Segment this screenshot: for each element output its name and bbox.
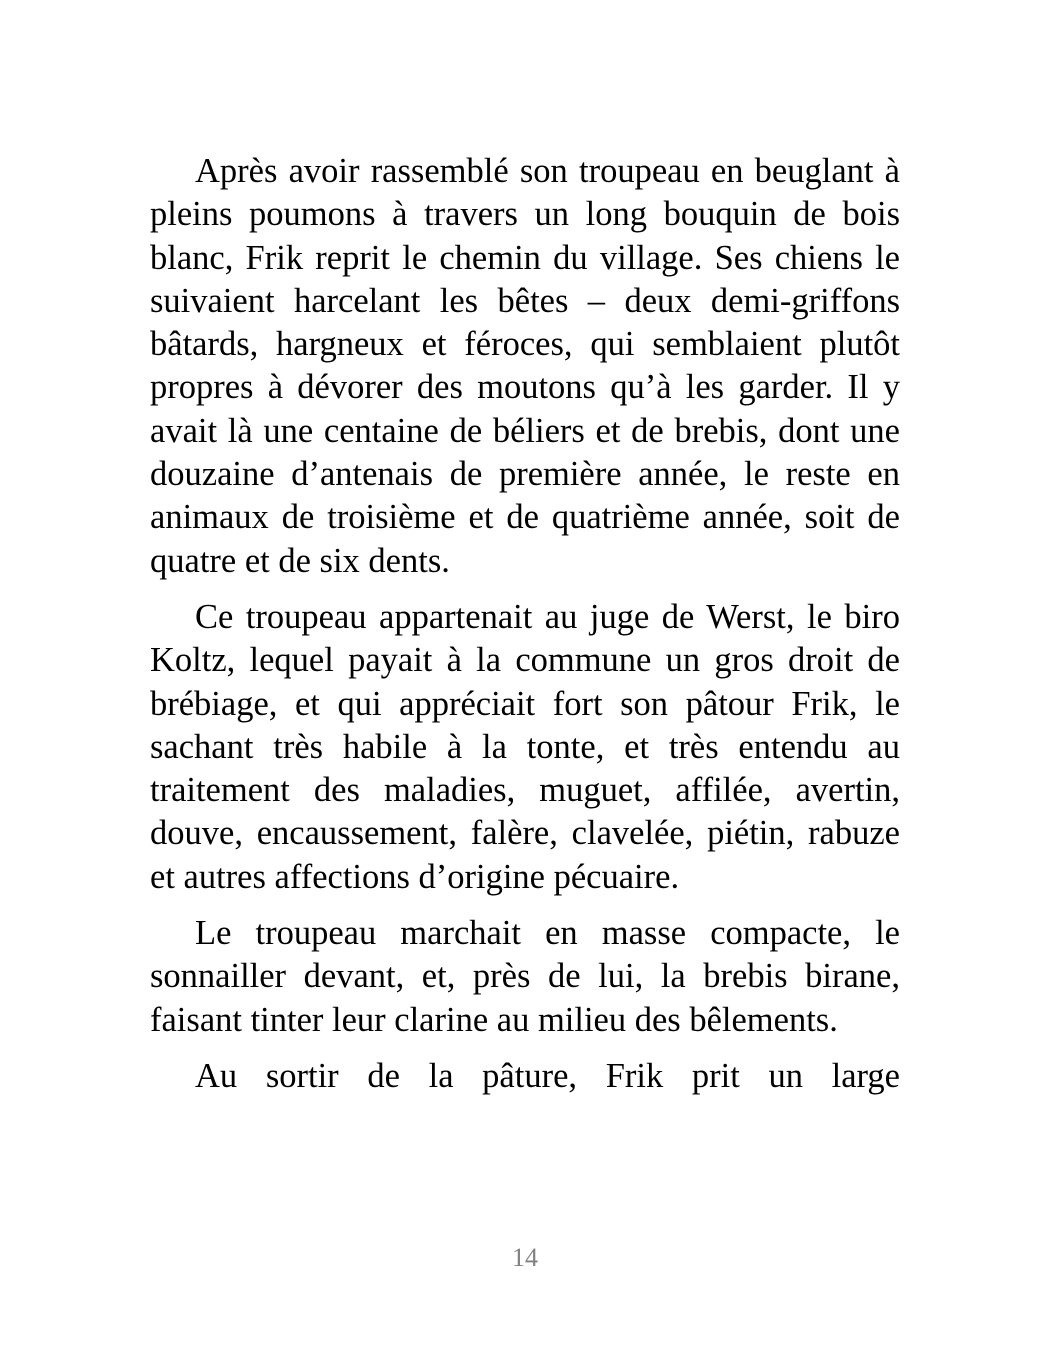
paragraph-2: Ce troupeau appartenait au juge de Werst, le biro Koltz, lequel payait à la commune un gros droit de brébiage, et qui appréciait fort son pâtour Frik, le sachant très habile à la tonte, et très entendu au traitement des maladies, muguet, affilée, avertin, douve, encaussement, falère, clavelée, piétin, rabuze et autres affections d’origine pécuaire. — [150, 597, 900, 896]
page-body — [150, 150, 900, 1111]
paragraph-1: Après avoir rassemblé son troupeau en beuglant à pleins poumons à travers un long bouquin de bois blanc, Frik reprit le chemin du village. Ses chiens le suivaient harcelant les bêtes – deux demi-griffons bâtards, hargneux et féroces, qui semblaient plutôt propres à dévorer des moutons qu’à les garder. Il y avait là une centaine de béliers et de brebis, dont une douzaine d’antenais de première année, le reste en animaux de troisième et de quatrième année, soit de quatre et de six dents. — [150, 152, 900, 580]
page-number: 14 — [512, 1243, 538, 1272]
paragraph-3: Le troupeau marchait en masse compacte, le sonnailler devant, et, près de lui, la brebis birane, faisant tinter leur clarine au milieu des bêlements. — [150, 914, 900, 1039]
paragraph-4: Au sortir de la pâture, Frik prit un large — [195, 1056, 900, 1095]
